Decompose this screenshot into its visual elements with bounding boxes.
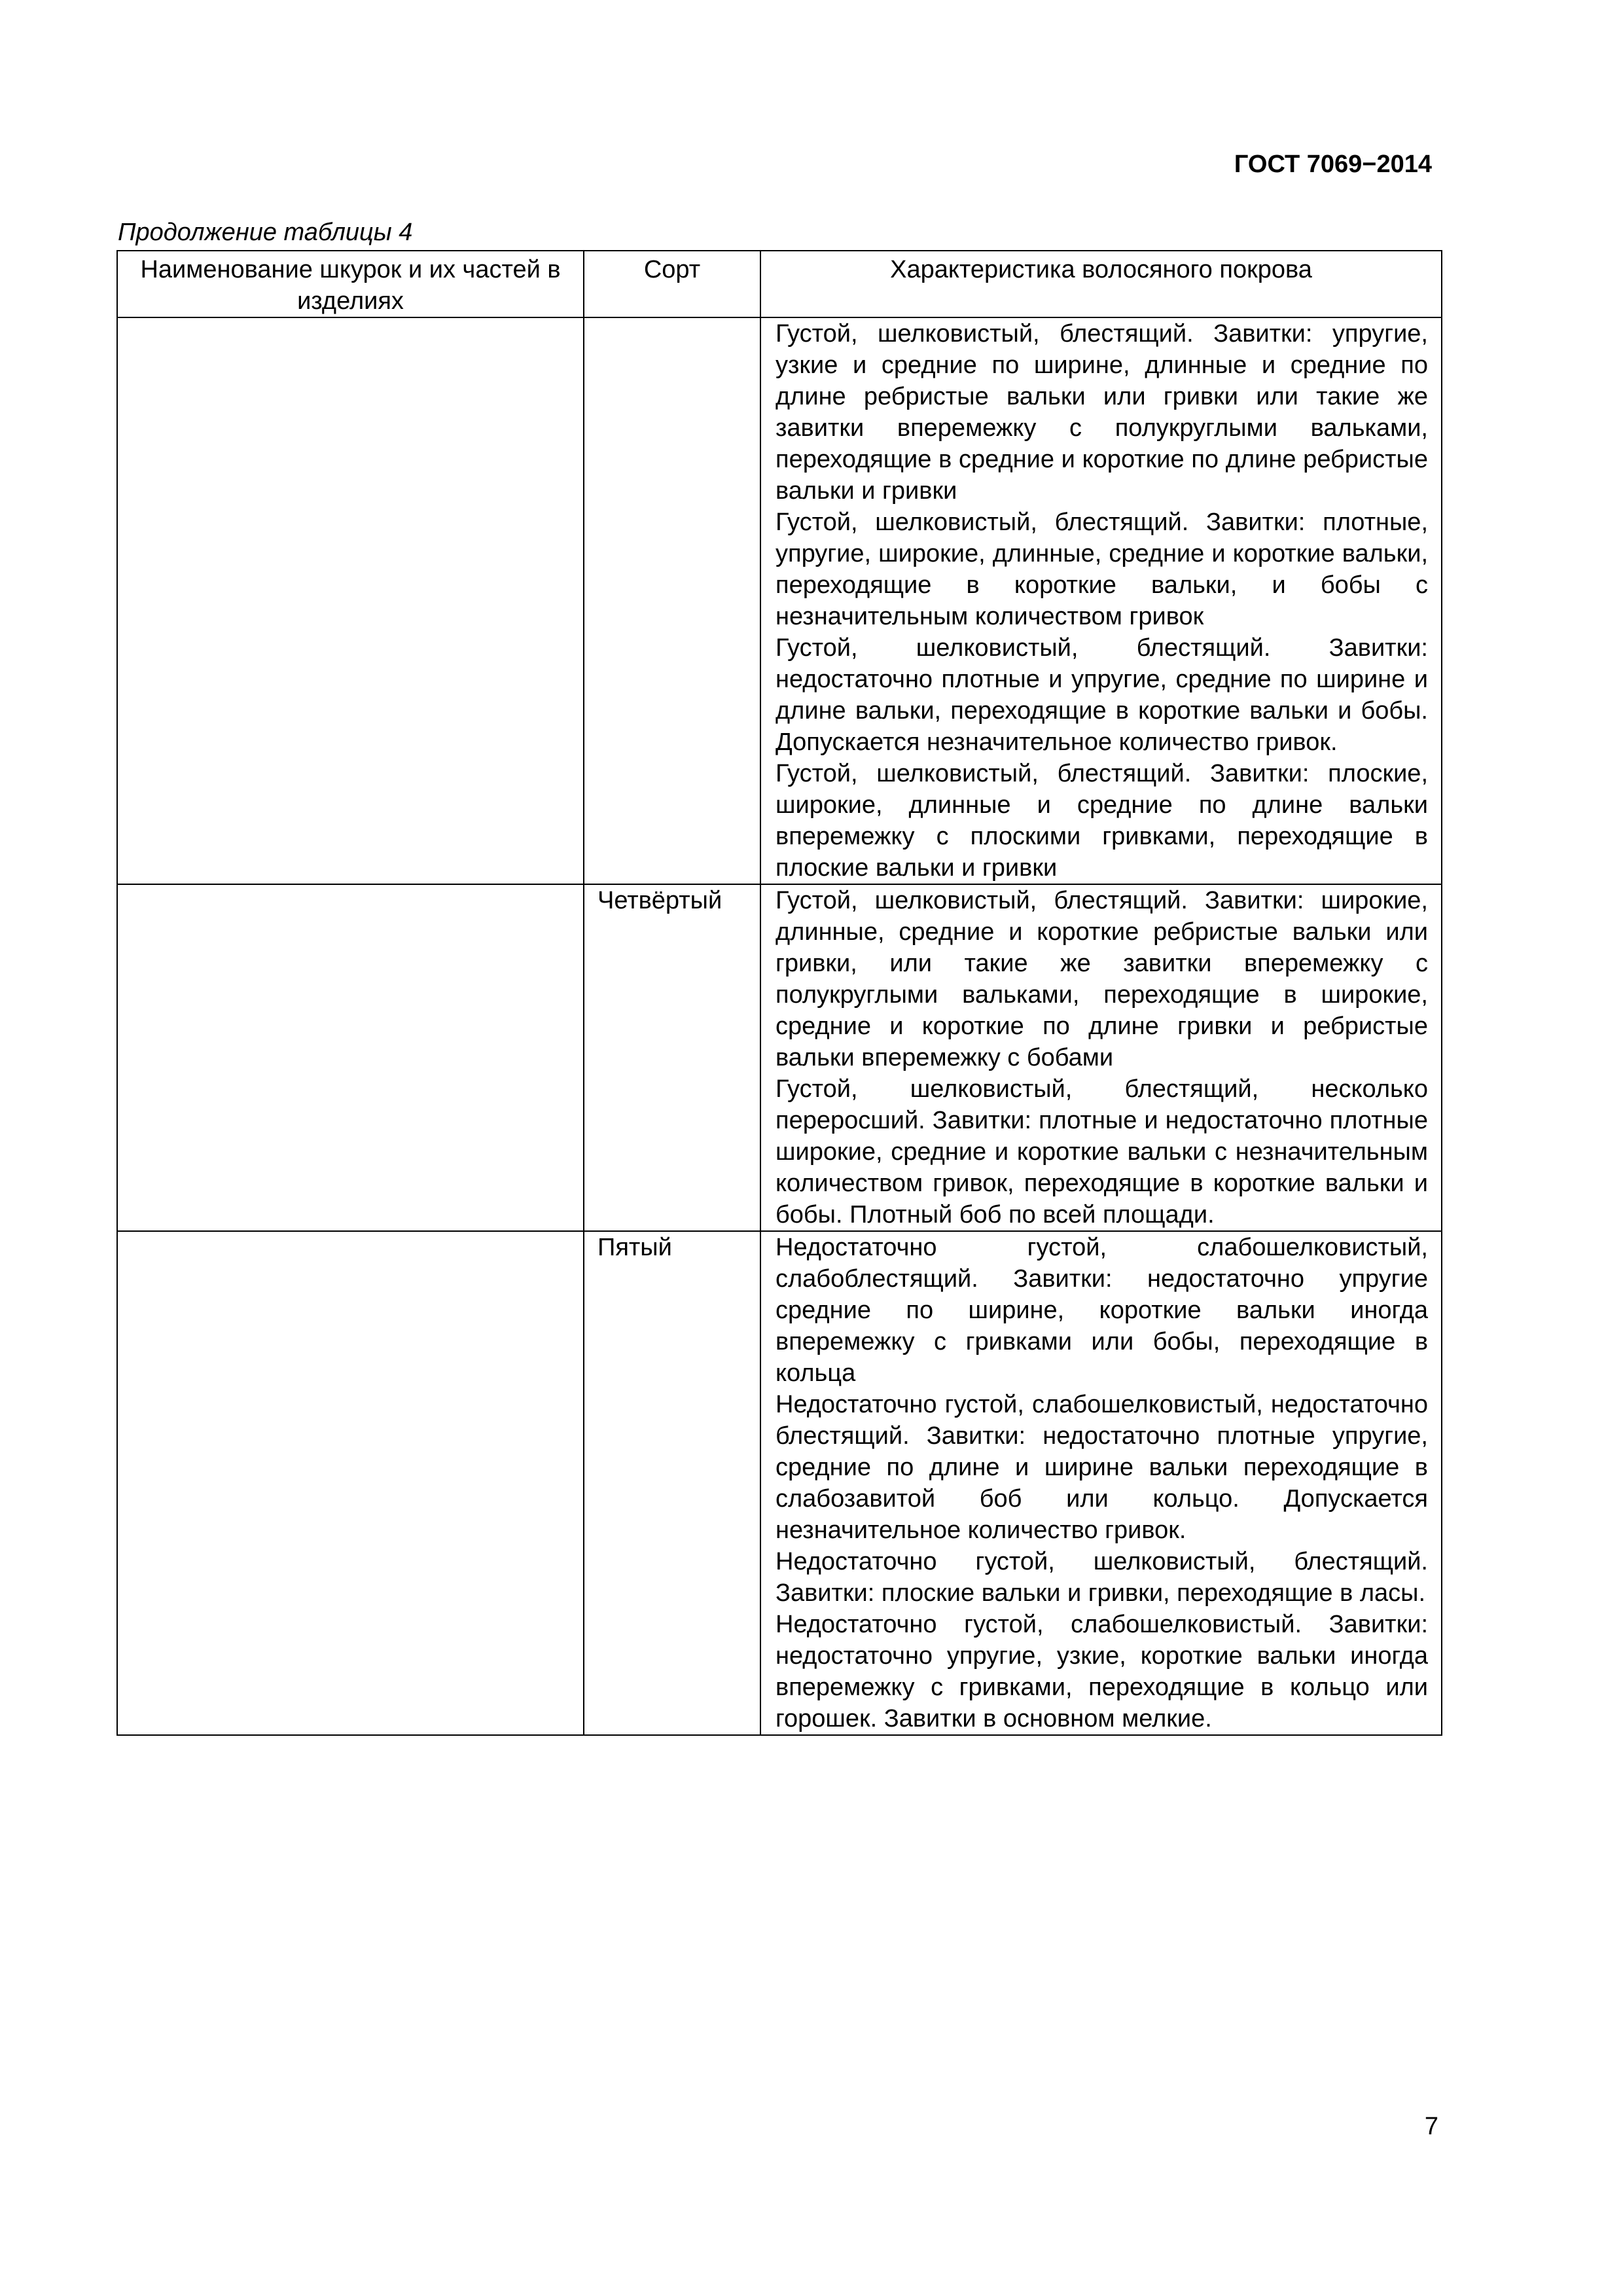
row-name-cell <box>117 317 584 884</box>
description-paragraph: Густой, шелковистый, блестящий. Завитки: упругие, узкие и средние по ширине, длинные и средние по длине ребристые вальки или гривки или такие же завитки вперемежку с полукруглыми вальками, переходящие в средние и короткие по длине ребристые вальки и гривки <box>776 320 1428 505</box>
description-paragraph: Густой, шелковистый, блестящий. Завитки: недостаточно плотные и упругие, средние по ширине и длине вальки, переходящие в короткие вальки и бобы. Допускается незначительное количество гривок. <box>776 634 1428 756</box>
header-name: Наименование шкурок и их частей в изделиях <box>117 251 584 317</box>
row-sort-cell: Четвёртый <box>584 884 760 1231</box>
description-paragraph: Густой, шелковистый, блестящий. Завитки: широкие, длинные, средние и короткие ребристые вальки или гривки, или такие же завитки вперемежку с полукруглыми вальками, переходящие в широкие, средние и короткие по длине гривки и ребристые вальки вперемежку с бобами <box>776 887 1428 1071</box>
table-row <box>117 1231 1442 1735</box>
row-description-cell <box>760 1231 1442 1735</box>
description-paragraph: Густой, шелковистый, блестящий. Завитки: плоские, широкие, длинные и средние по длине вальки вперемежку с плоскими гривками, переходящие в плоские вальки и гривки <box>776 760 1428 882</box>
table-caption: Продолжение таблицы 4 <box>118 219 413 246</box>
description-paragraph: Недостаточно густой, слабошелковистый, слабоблестящий. Завитки: недостаточно упругие средние по ширине, короткие вальки иногда вперемежку с гривками или бобы, переходящие в кольца <box>776 1234 1428 1387</box>
description-paragraph: Недостаточно густой, шелковистый, блестящий. Завитки: плоские вальки и гривки, переходящие в ласы. <box>776 1548 1428 1607</box>
description-paragraph: Недостаточно густой, слабошелковистый. Завитки: недостаточно упругие, узкие, короткие вальки иногда вперемежку с гривками, переходящие в кольцо или горошек. Завитки в основном мелкие. <box>776 1611 1428 1732</box>
table-header-row <box>117 251 1442 317</box>
row-sort-cell <box>584 317 760 884</box>
table-row <box>117 884 1442 1231</box>
row-description-cell <box>760 884 1442 1231</box>
page-number: 7 <box>1424 2113 1438 2140</box>
description-paragraph: Густой, шелковистый, блестящий, несколько переросший. Завитки: плотные и недостаточно плотные широкие, средние и короткие вальки с незначительным количеством гривок, переходящие в короткие вальки и бобы. Плотный боб по всей площади. <box>776 1075 1428 1229</box>
row-sort-cell: Пятый <box>584 1231 760 1735</box>
description-paragraph: Густой, шелковистый, блестящий. Завитки: плотные, упругие, широкие, длинные, средние и короткие вальки, переходящие в короткие вальки, и бобы с незначительным количеством гривок <box>776 509 1428 630</box>
description-paragraph: Недостаточно густой, слабошелковистый, недостаточно блестящий. Завитки: недостаточно плотные упругие, средние по длине и ширине вальки переходящие в слабозавитой боб или кольцо. Допускается незначительное количество гривок. <box>776 1391 1428 1544</box>
characteristics-table <box>116 250 1442 1736</box>
row-name-cell <box>117 1231 584 1735</box>
header-characteristic: Характеристика волосяного покрова <box>760 251 1442 317</box>
header-sort: Сорт <box>584 251 760 317</box>
row-description-cell <box>760 317 1442 884</box>
row-name-cell <box>117 884 584 1231</box>
table-row <box>117 317 1442 884</box>
document-code: ГОСТ 7069−2014 <box>1234 151 1432 178</box>
